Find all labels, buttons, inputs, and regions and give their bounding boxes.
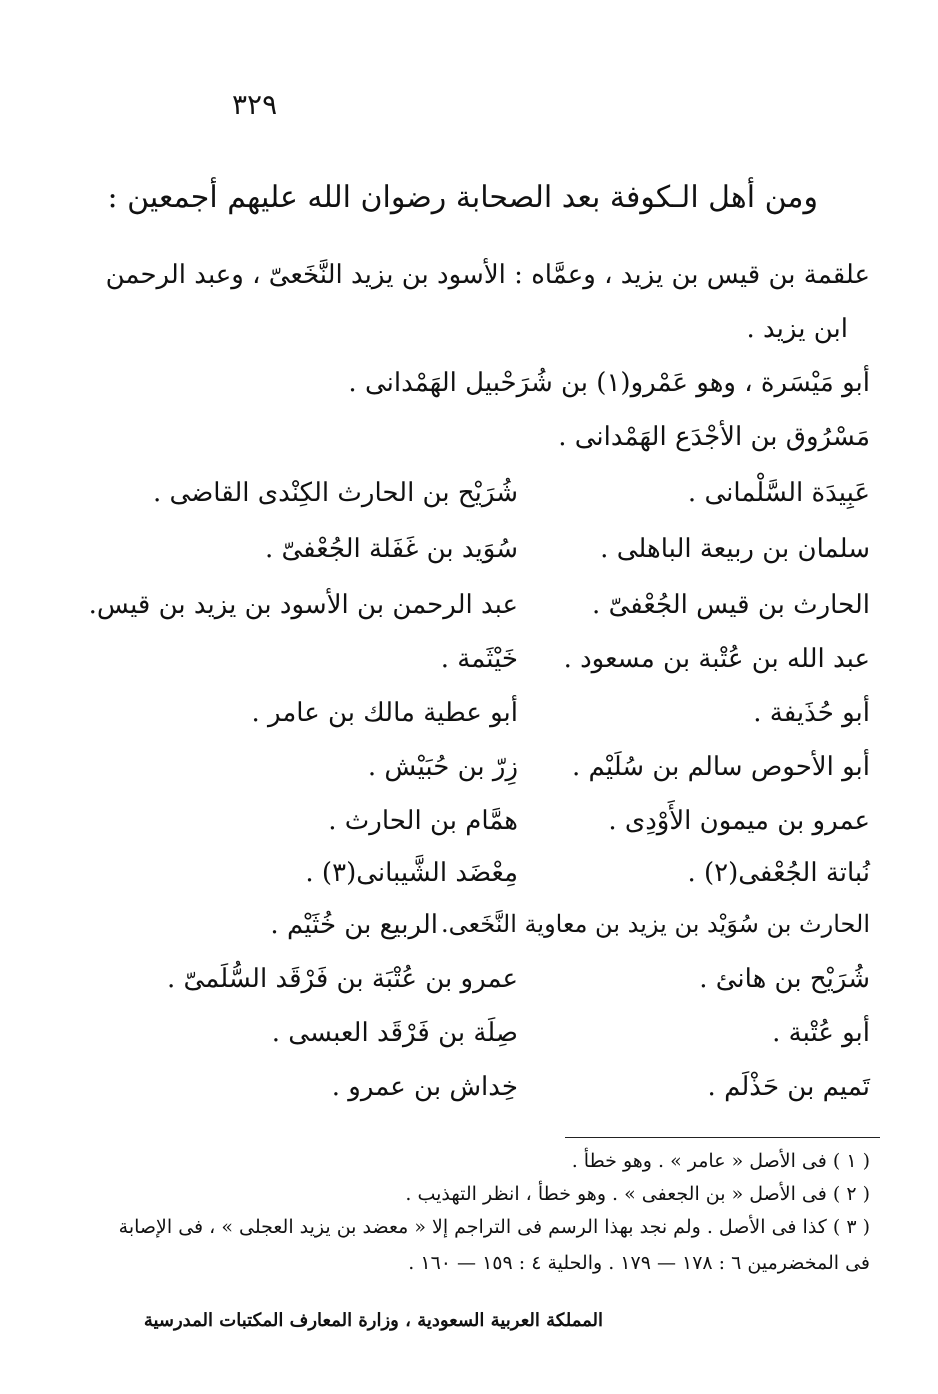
footnote-divider: [565, 1137, 880, 1138]
name-line: أبو مَيْسَرة ، وهو عَمْرو(١) بن شُرَحْبيل الهَمْدانى .: [348, 368, 870, 398]
publisher-line: المملكة العربية السعودية ، وزارة المعارف المكتبات المدرسية: [143, 1310, 603, 1331]
footnote: ( ٣ ) كذا فى الأصل . ولم نجد بهذا الرسم فى التراجم إلا « معضد بن يزيد العجلى » ، فى الإصابة: [118, 1216, 870, 1238]
name-entry-left: عبد الرحمن بن الأسود بن يزيد بن قيس.: [88, 590, 518, 620]
footnote-continuation: فى المخضرمين ٦ : ١٧٨ — ١٧٩ . والحلية ٤ : ١٥٩ — ١٦٠ .: [408, 1252, 870, 1274]
footnote: ( ٢ ) فى الأصل « بن الجعفى » . وهو خطأ ، انظر التهذيب .: [405, 1183, 870, 1205]
page-number: ٣٢٩: [232, 88, 278, 121]
name-entry-left: زِرّ بن حُبَيْش .: [367, 752, 518, 782]
footnote: ( ١ ) فى الأصل « عامر » . وهو خطأ .: [571, 1150, 870, 1172]
name-entry-left: مِعْضَد الشَّيبانى(٣) .: [305, 858, 518, 888]
name-entry-right: الحارث بن قيس الجُعْفىّ .: [592, 590, 870, 620]
name-line: مَسْرُوق بن الأجْدَع الهَمْدانى .: [558, 422, 870, 452]
name-entry-left: سُوَيد بن غَفَلة الجُعْفىّ .: [264, 534, 518, 564]
name-entry-right: عبد الله بن عُتْبة بن مسعود .: [563, 644, 870, 674]
name-entry-left: أبو عطية مالك بن عامر .: [251, 698, 518, 728]
name-entry-left: الربيع بن خُثَيْم .: [270, 910, 438, 940]
name-entry-right: عمرو بن ميمون الأَوْدِى .: [608, 806, 870, 836]
name-entry-right: أبو الأحوص سالم بن سُلَيْم .: [572, 752, 870, 782]
name-entry-right: شُرَيْح بن هانئ .: [699, 964, 870, 994]
name-entry-left: خِداش بن عمرو .: [331, 1072, 518, 1102]
name-entry-left: عمرو بن عُتْبَة بن فَرْقَد السُّلَمىّ .: [167, 964, 518, 994]
name-entry-left: همَّام بن الحارث .: [328, 806, 518, 836]
name-entry-right: نُباتة الجُعْفى(٢) .: [687, 858, 870, 888]
name-entry-right: أبو حُذَيفة .: [753, 698, 870, 728]
name-entry-right: عَبِيدَة السَّلْمانى .: [687, 478, 870, 508]
intro-line: علقمة بن قيس بن يزيد ، وعمَّاه : الأسود بن يزيد النَّخَعىّ ، وعبد الرحمن: [105, 260, 870, 290]
name-entry-right: تَميم بن حَذْلَم .: [707, 1072, 870, 1102]
name-entry-left: خَيْثَمة .: [440, 644, 518, 674]
name-entry-left: صِلَة بن فَرْقَد العبسى .: [271, 1018, 518, 1048]
intro-line: ابن يزيد .: [746, 314, 848, 344]
name-entry-right: الحارث بن سُوَيْد بن يزيد بن معاوية النَّخَعى.: [440, 910, 870, 938]
name-entry-right: أبو عُتْبة .: [772, 1018, 870, 1048]
name-entry-right: سلمان بن ربيعة الباهلى .: [600, 534, 870, 564]
section-heading: ومن أهل الـكوفة بعد الصحابة رضوان الله عليهم أجمعين :: [107, 180, 818, 215]
name-entry-left: شُرَيْح بن الحارث الكِنْدى القاضى .: [153, 478, 518, 508]
